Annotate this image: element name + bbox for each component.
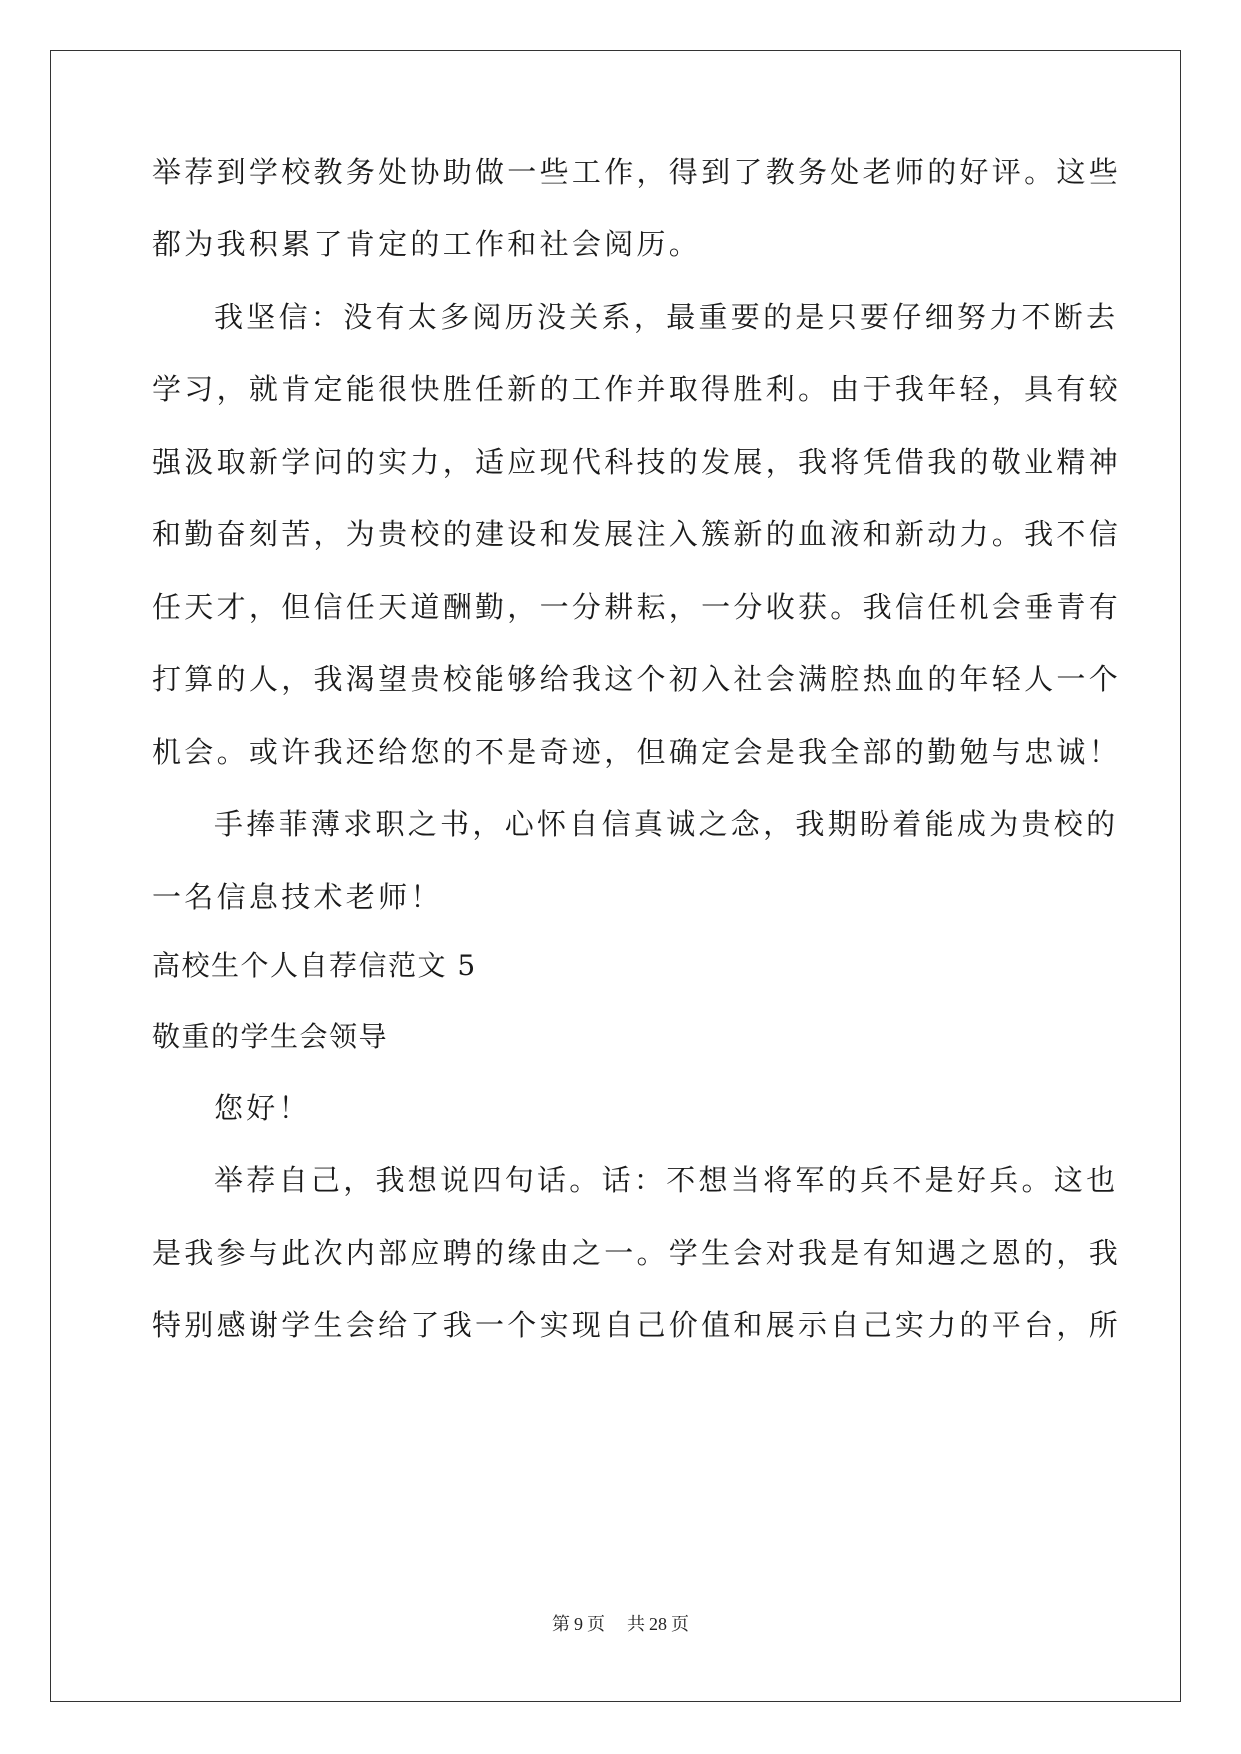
paragraph-line: 举荐自己，我想说四句话。话：不想当将军的兵不是好兵。这也	[214, 1163, 1119, 1197]
total-label-prefix: 共	[627, 1614, 645, 1634]
paragraph-line: 和勤奋刻苦，为贵校的建设和发展注入簇新的血液和新动力。我不信	[152, 517, 1122, 551]
page-label-suffix: 页	[587, 1614, 605, 1634]
paragraph-line: 打算的人，我渴望贵校能够给我这个初入社会满腔热血的年轻人一个	[152, 662, 1122, 696]
page-number: 9	[574, 1614, 583, 1634]
total-pages: 28	[649, 1614, 667, 1634]
paragraph-line: 都为我积累了肯定的工作和社会阅历。	[152, 227, 702, 261]
paragraph-line: 任天才，但信任天道酬勤，一分耕耘，一分收获。我信任机会垂青有	[152, 590, 1122, 624]
paragraph-line: 举荐到学校教务处协助做一些工作，得到了教务处老师的好评。这些	[152, 155, 1122, 189]
paragraph-line: 一名信息技术老师！	[152, 880, 443, 914]
page-footer	[0, 1610, 1241, 1636]
paragraph-line: 手捧菲薄求职之书，心怀自信真诚之念，我期盼着能成为贵校的	[214, 807, 1119, 841]
section-heading: 高校生个人自荐信范文 5	[152, 949, 477, 982]
paragraph-line: 强汲取新学问的实力，适应现代科技的发展，我将凭借我的敬业精神	[152, 445, 1122, 479]
paragraph-line: 特别感谢学生会给了我一个实现自己价值和展示自己实力的平台，所	[152, 1308, 1122, 1342]
paragraph-line: 我坚信：没有太多阅历没关系，最重要的是只要仔细努力不断去	[214, 300, 1119, 334]
paragraph-line: 是我参与此次内部应聘的缘由之一。学生会对我是有知遇之恩的，我	[152, 1236, 1122, 1270]
salutation: 敬重的学生会领导	[152, 1020, 389, 1053]
paragraph-line: 机会。或许我还给您的不是奇迹，但确定会是我全部的勤勉与忠诚！	[152, 735, 1122, 769]
greeting: 您好！	[214, 1091, 311, 1125]
total-label-suffix: 页	[671, 1614, 689, 1634]
paragraph-line: 学习，就肯定能很快胜任新的工作并取得胜利。由于我年轻，具有较	[152, 372, 1122, 406]
page-label-prefix: 第	[552, 1614, 570, 1634]
